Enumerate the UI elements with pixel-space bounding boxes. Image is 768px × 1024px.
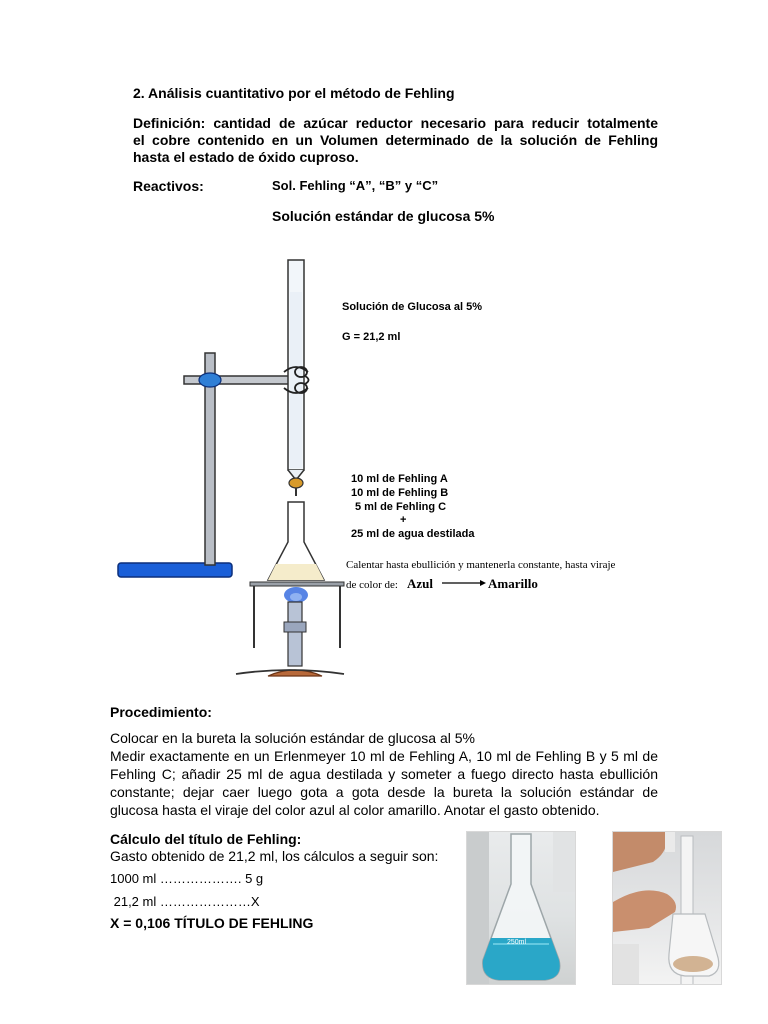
calculation-line: 1000 ml ………………. 5 g xyxy=(110,871,264,886)
calculation-title: Cálculo del título de Fehling: xyxy=(110,831,302,847)
clamp-knob xyxy=(199,373,221,387)
mix-plus: + xyxy=(400,514,407,526)
procedure-title: Procedimiento: xyxy=(110,704,212,720)
heat-prefix: de color de: xyxy=(346,579,398,591)
photo-blue-flask xyxy=(466,831,576,985)
photo-titration xyxy=(612,831,722,985)
mix-line: 5 ml de Fehling C xyxy=(355,501,447,513)
procedure-line: glucosa hasta el viraje del color azul al color amarillo. Anotar el gasto obtenido. xyxy=(110,802,600,818)
titration-diagram xyxy=(100,250,680,690)
reactivo-fehling: Sol. Fehling “A”, “B” y “C” xyxy=(272,178,439,193)
section-title: 2. Análisis cuantitativo por el método de Fehling xyxy=(133,85,455,101)
definition-line: hasta el estado de óxido cuproso. xyxy=(133,149,359,165)
procedure-line: Fehling C; añadir 25 ml de agua destilada y someter a fuego directo hasta ebullición xyxy=(110,766,658,782)
definition xyxy=(133,115,658,166)
stopcock xyxy=(289,478,303,488)
mix-line: 10 ml de Fehling B xyxy=(351,487,449,499)
glucose-label: Solución de Glucosa al 5% xyxy=(342,301,482,313)
reactivo-glucosa: Solución estándar de glucosa 5% xyxy=(272,208,495,224)
definition-line: Definición: cantidad de azúcar reductor necesario para reducir totalmente xyxy=(133,115,658,131)
color-from: Azul xyxy=(407,576,433,591)
calculation-intro: Gasto obtenido de 21,2 ml, los cálculos a seguir son: xyxy=(110,848,439,864)
calculation-line: 21,2 ml …………………X xyxy=(110,894,260,909)
flask-photo-illustration xyxy=(467,832,575,984)
mix-line: 10 ml de Fehling A xyxy=(351,473,448,485)
procedure-text xyxy=(110,729,658,819)
heat-instruction: Calentar hasta ebullición y mantenerla constante, hasta viraje xyxy=(346,559,616,571)
procedure-line: constante; dejar caer luego gota a gota desde la bureta la solución estándar de xyxy=(110,784,658,800)
mix-line: 25 ml de agua destilada xyxy=(351,528,475,540)
tripod-top xyxy=(250,582,344,586)
calculation-result: X = 0,106 TÍTULO DE FEHLING xyxy=(110,915,314,931)
procedure-line: Medir exactamente en un Erlenmeyer 10 ml de Fehling A, 10 ml de Fehling B y 5 ml de xyxy=(110,748,658,764)
procedure-line: Colocar en la bureta la solución estándar de glucosa al 5% xyxy=(110,730,476,746)
reactivos-label: Reactivos: xyxy=(133,178,204,194)
g-value: G = 21,2 ml xyxy=(342,331,401,343)
flask-mark: 250ml xyxy=(507,939,527,946)
titration-photo-illustration xyxy=(613,832,721,984)
color-to: Amarillo xyxy=(488,576,538,591)
definition-line: el cobre contenido en un Volumen determinado de la solución de Fehling xyxy=(133,132,658,148)
bunsen-burner xyxy=(288,602,302,666)
